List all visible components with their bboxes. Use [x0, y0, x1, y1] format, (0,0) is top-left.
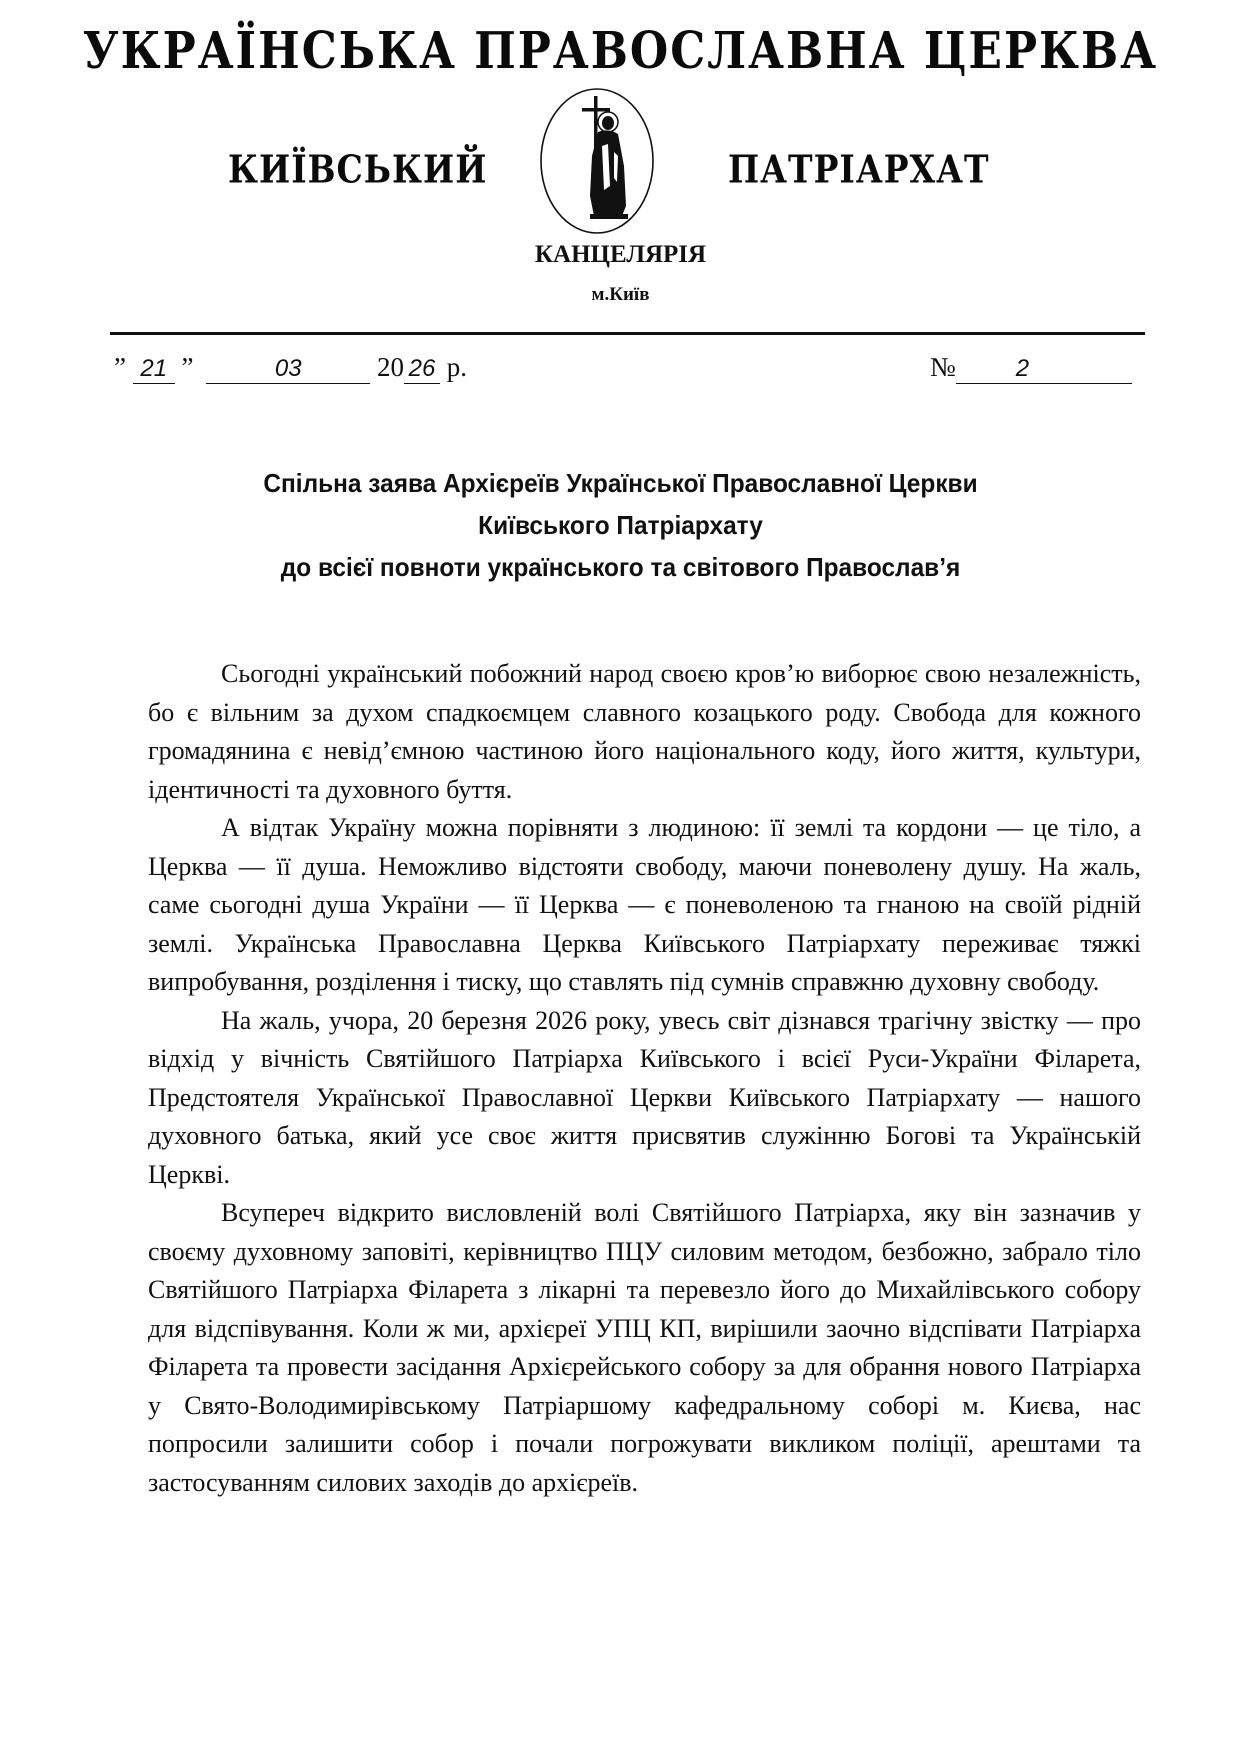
date-year-unit: р. — [446, 352, 467, 382]
document-date — [114, 352, 467, 384]
title-line-1: Спільна заява Архієреїв Української Православної Церкви — [263, 468, 978, 498]
date-close-quote: ” — [181, 352, 194, 382]
document-number — [930, 352, 1132, 384]
number-field: 2 — [956, 355, 1132, 384]
statement-body — [148, 655, 1141, 1502]
body-paragraph: Всупереч відкрито висловленій волі Святійшого Патріарха, яку він зазначив у своєму духовному заповіті, керівництво ПЦУ силовим методом, безбожно, забрало тіло Святійшого Патріарха Філарета з лікарні та перевезло його до Михайлівського собору для відспівування. Коли ж ми, архієреї УПЦ КП, вирішили заочно відспівати Патріарха Філарета та провести засідання Архієрейського собору за для обрання нового Патріарха у Свято-Володимирівському Патріаршому кафедральному соборі м. Києва, нас попросили залишити собор і почали погрожувати викликом поліції, арештами та застосуванням силових заходів до архієреїв. — [148, 1198, 1141, 1497]
number-label: № — [930, 352, 956, 382]
body-paragraph: Сьогодні український побожний народ своєю кров’ю виборює свою незалежність, бо є вільним за духом спадкоємцем славного козацького роду. Свобода для кожного громадянина є невід’ємною частиною його національного коду, його життя, культури, ідентичності та духовного буття. — [148, 659, 1141, 804]
header-divider — [110, 332, 1145, 335]
office-label: КАНЦЕЛЯРІЯ — [534, 241, 707, 268]
city-label: м.Київ — [591, 284, 650, 305]
date-month-field: 03 — [206, 355, 370, 384]
statement-title — [0, 462, 1241, 588]
letterhead-left-word: КИЇВСЬКИЙ — [228, 147, 488, 192]
date-year-prefix: 20 — [376, 352, 404, 382]
title-line-2: Київського Патріархату — [478, 510, 763, 540]
letterhead-right-word: ПАТРІАРХАТ — [728, 147, 990, 192]
body-paragraph: На жаль, учора, 20 березня 2026 року, увесь світ дізнався трагічну звістку — про відхід у вічність Святійшого Патріарха Київського і всієї Руси-України Філарета, Предстоятеля Української Православної Церкви Київського Патріархату — нашого духовного батька, який усе своє життя присвятив служінню Богові та Українській Церкві. — [148, 1005, 1141, 1189]
body-paragraph: А відтак Україну можна порівняти з людиною: її землі та кордони — це тіло, а Церква — її душа. Неможливо відстояти свободу, маючи поневолену душу. На жаль, саме сьогодні душа України — її Церква — є поневоленою та гнаною на своїй рідній землі. Українська Православна Церква Київського Патріархату переживає тяжкі випробування, розділення і тиску, що ставлять під сумнів справжню духовну свободу. — [148, 813, 1141, 996]
date-day-field: 21 — [133, 355, 175, 384]
church-name-heading: УКРАЇНСЬКА ПРАВОСЛАВНА ЦЕРКВА — [82, 22, 1159, 81]
date-year-field: 26 — [404, 355, 440, 384]
date-open-quote: ” — [114, 352, 126, 382]
saint-volodymyr-emblem-icon — [538, 86, 656, 236]
title-line-3: до всієї повноти українського та світового Православ’я — [280, 552, 961, 582]
